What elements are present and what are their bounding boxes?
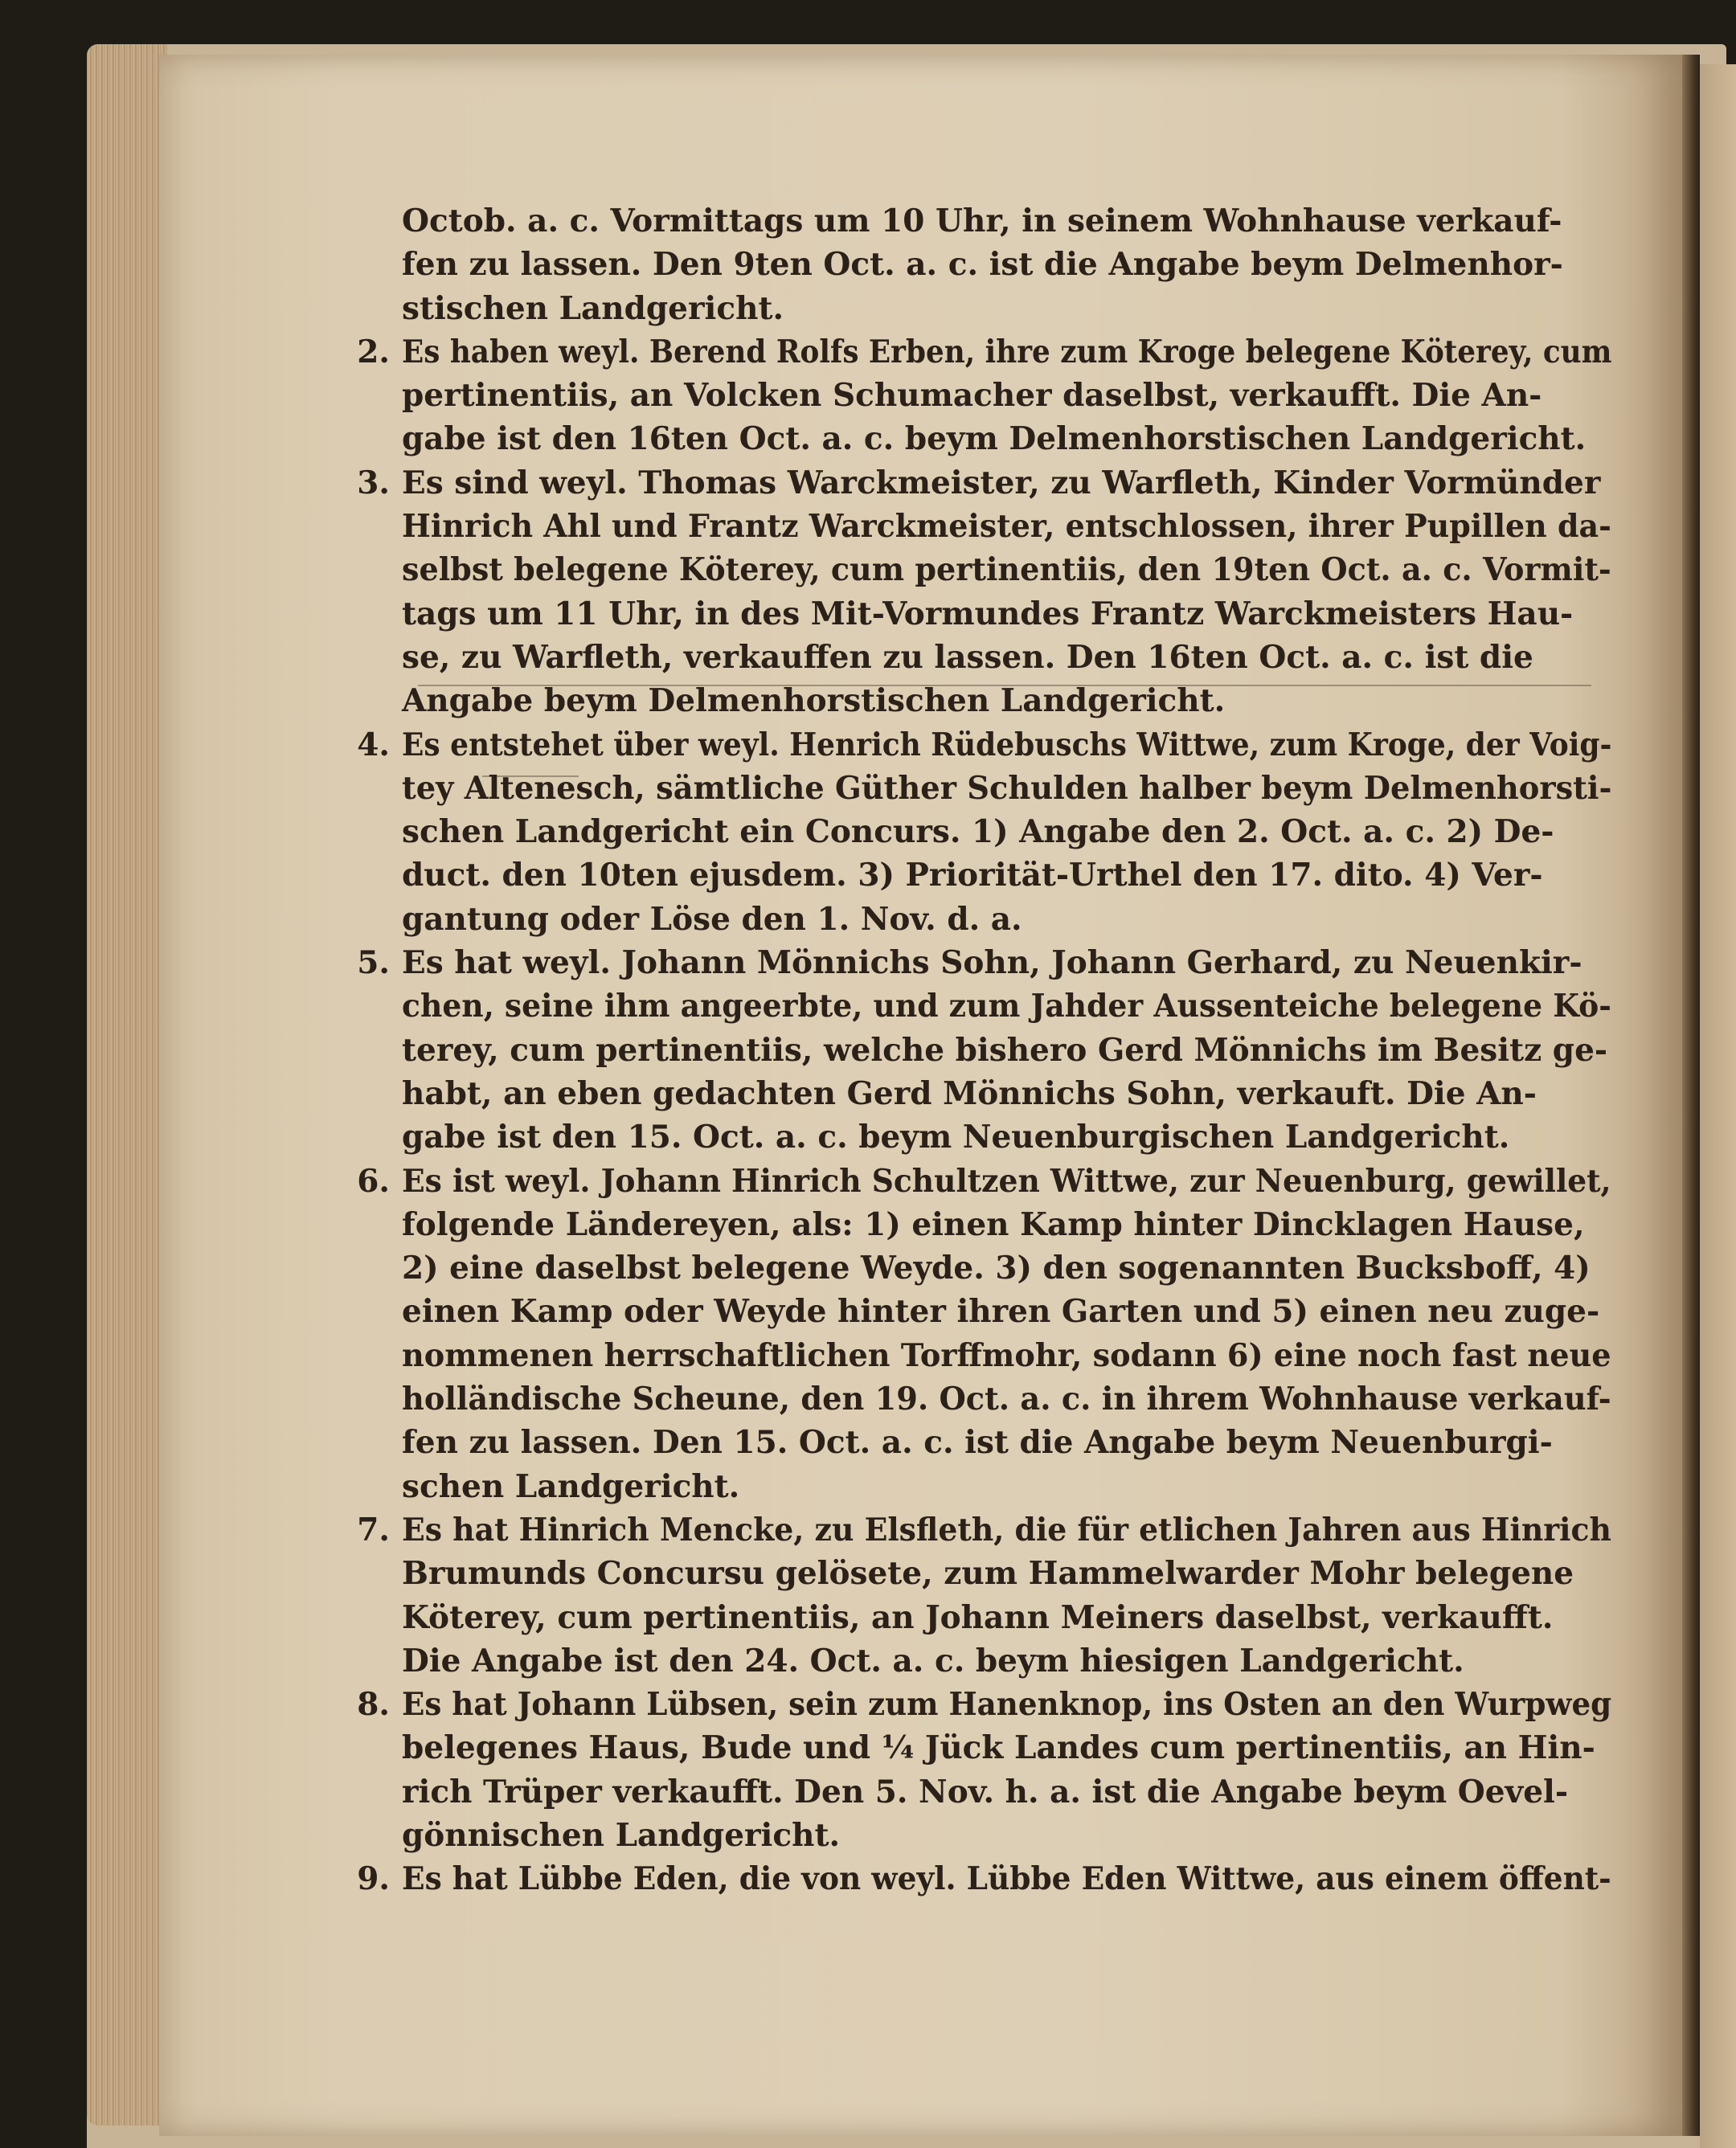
book-gutter [1682, 55, 1700, 2136]
entry-number: 8. [357, 1686, 390, 1724]
line-text: belegenes Haus, Bude und ¼ Jück Landes cum pertinentiis, an Hin- [402, 1729, 1595, 1767]
text-line [402, 853, 1615, 897]
line-text: Es entstehet über weyl. Henrich Rüdebuschs Wittwe, zum Kroge, der Voig- [402, 726, 1612, 763]
line-text: tags um 11 Uhr, in des Mit-Vormundes Frantz Warckmeisters Hau- [402, 595, 1574, 632]
line-text: schen Landgericht ein Concurs. 1) Angabe den 2. Oct. a. c. 2) De- [402, 813, 1554, 851]
entry-number: 3. [357, 464, 390, 501]
text-line [357, 461, 1615, 505]
text-line [402, 505, 1615, 548]
line-text: fen zu lassen. Den 15. Oct. a. c. ist die Angabe beym Neuenburgi- [402, 1424, 1553, 1462]
entry-number: 9. [357, 1860, 390, 1898]
text-line [402, 1770, 1615, 1814]
line-text: se, zu Warfleth, verkauffen zu lassen. Den 16ten Oct. a. c. ist die [402, 638, 1533, 676]
line-text: Es sind weyl. Thomas Warckmeister, zu Warfleth, Kinder Vormünder [402, 464, 1601, 501]
text-line [402, 1596, 1615, 1639]
line-text: Es hat Hinrich Mencke, zu Elsfleth, die für etlichen Jahren aus Hinrich [402, 1511, 1611, 1549]
line-text: Octob. a. c. Vormittags um 10 Uhr, in seinem Wohnhause verkauf- [402, 203, 1562, 239]
line-text: folgende Ländereyen, als: 1) einen Kamp hinter Dincklagen Hause, [402, 1205, 1585, 1243]
text-line [357, 330, 1615, 374]
text-line [357, 1508, 1615, 1552]
line-text: Die Angabe ist den 24. Oct. a. c. beym hiesigen Landgericht. [402, 1642, 1464, 1680]
entry-number: 2. [357, 333, 390, 370]
text-line [357, 723, 1615, 767]
text-line [402, 1639, 1615, 1683]
text-line [402, 243, 1615, 286]
line-text: terey, cum pertinentiis, welche bishero Gerd Mönnichs im Besitz ge- [402, 1031, 1608, 1069]
text-line [402, 898, 1615, 941]
text-line [402, 199, 1615, 243]
text-line [357, 941, 1615, 984]
line-text: einen Kamp oder Weyde hinter ihren Garten und 5) einen neu zuge- [402, 1293, 1600, 1331]
text-line [402, 548, 1615, 591]
line-text: gönnischen Landgericht. [402, 1816, 841, 1854]
line-text: gabe ist den 15. Oct. a. c. beym Neuenburgischen Landgericht. [402, 1119, 1510, 1156]
text-line [402, 374, 1615, 417]
text-line [402, 1203, 1615, 1246]
text-line [402, 767, 1615, 810]
line-text: selbst belegene Köterey, cum pertinentiis, den 19ten Oct. a. c. Vormit- [402, 551, 1611, 589]
line-text: chen, seine ihm angeerbte, und zum Jahder Aussenteiche belegene Kö- [402, 988, 1611, 1025]
entry-number: 4. [357, 726, 390, 763]
text-line [402, 592, 1615, 636]
text-line [402, 984, 1615, 1028]
line-text: nommenen herrschaftlichen Torffmohr, sodann 6) eine noch fast neue [402, 1336, 1611, 1374]
text-line [402, 417, 1615, 460]
text-line [402, 1421, 1615, 1464]
line-text: Es hat Lübbe Eden, die von weyl. Lübbe Eden Wittwe, aus einem öffent- [402, 1860, 1611, 1898]
line-text: duct. den 10ten ejusdem. 3) Priorität-Urthel den 17. dito. 4) Ver- [402, 857, 1543, 894]
page-text [357, 199, 1615, 1901]
entry-number: 5. [357, 944, 390, 982]
line-text: Es hat Johann Lübsen, sein zum Hanenknop, ins Osten an den Wurpweg [402, 1686, 1612, 1724]
line-text: Es hat weyl. Johann Mönnichs Sohn, Johann Gerhard, zu Neuenkir- [402, 944, 1582, 982]
line-text: Angabe beym Delmenhorstischen Landgericht. [402, 682, 1226, 720]
text-line [402, 1552, 1615, 1595]
line-text: tey Altenesch, sämtliche Güther Schulden halber beym Delmenhorsti- [402, 769, 1612, 807]
line-text: habt, an eben gedachten Gerd Mönnichs Sohn, verkauft. Die An- [402, 1074, 1537, 1112]
text-line [402, 1246, 1615, 1290]
text-line [357, 1160, 1615, 1203]
line-text: Hinrich Ahl und Frantz Warckmeister, entschlossen, ihrer Pupillen da- [402, 508, 1611, 546]
text-line [357, 1683, 1615, 1726]
text-line [402, 679, 1615, 722]
line-text: stischen Landgericht. [402, 289, 784, 327]
text-line [357, 1857, 1615, 1900]
line-text: Brumunds Concursu gelösete, zum Hammelwarder Mohr belegene [402, 1555, 1574, 1593]
line-text: gantung oder Löse den 1. Nov. d. a. [402, 900, 1022, 938]
text-line [402, 1290, 1615, 1333]
entry-number: 6. [357, 1162, 390, 1200]
text-line [402, 636, 1615, 679]
text-line [402, 1814, 1615, 1857]
line-text: rich Trüper verkaufft. Den 5. Nov. h. a. ist die Angabe beym Oevel- [402, 1773, 1569, 1810]
facing-page-edge [1700, 64, 1736, 2148]
line-text: Es haben weyl. Berend Rolfs Erben, ihre zum Kroge belegene Köterey, cum [402, 333, 1612, 370]
line-text: Es ist weyl. Johann Hinrich Schultzen Wittwe, zur Neuenburg, gewillet, [402, 1162, 1611, 1200]
line-text: pertinentiis, an Volcken Schumacher daselbst, verkaufft. Die An- [402, 377, 1542, 415]
entry-number: 7. [357, 1511, 390, 1549]
line-text: schen Landgericht. [402, 1467, 740, 1505]
text-line [402, 810, 1615, 853]
text-line [402, 1029, 1615, 1072]
line-text: Köterey, cum pertinentiis, an Johann Meiners daselbst, verkaufft. [402, 1598, 1554, 1636]
text-line [402, 1726, 1615, 1770]
line-text: 2) eine daselbst belegene Weyde. 3) den sogenannten Bucksboff, 4) [402, 1250, 1591, 1287]
text-line [402, 1334, 1615, 1377]
text-line [402, 1072, 1615, 1115]
text-line [402, 1115, 1615, 1159]
text-line [402, 1465, 1615, 1508]
text-line [402, 1377, 1615, 1421]
page-edges [87, 44, 167, 2125]
line-text: holländische Scheune, den 19. Oct. a. c. in ihrem Wohnhause verkauf- [402, 1381, 1611, 1418]
line-text: gabe ist den 16ten Oct. a. c. beym Delmenhorstischen Landgericht. [402, 420, 1587, 458]
text-line [402, 287, 1615, 330]
line-text: fen zu lassen. Den 9ten Oct. a. c. ist die Angabe beym Delmenhor- [402, 246, 1563, 284]
